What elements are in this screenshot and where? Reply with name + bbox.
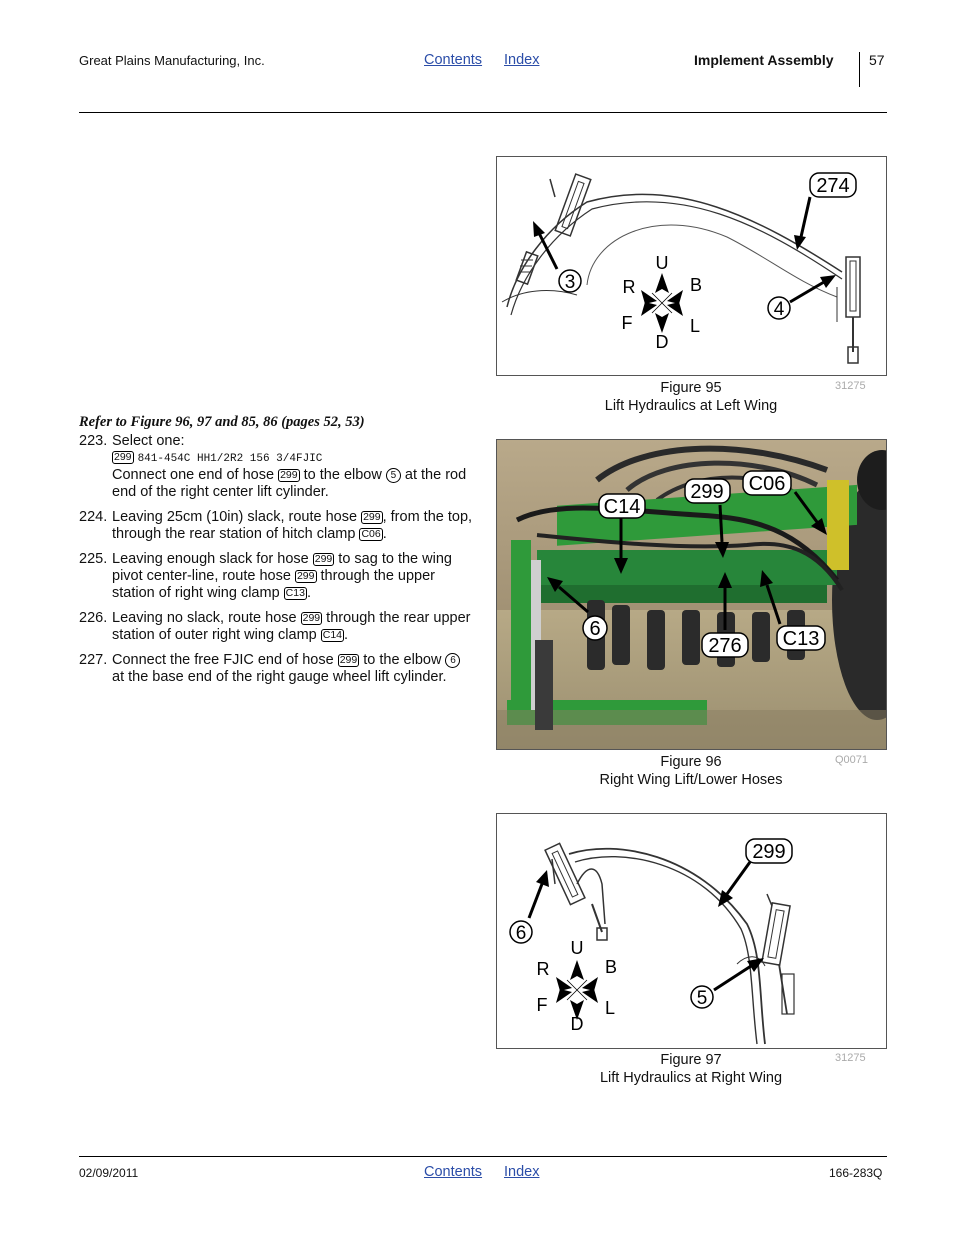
footer-doc-number: 166-283Q xyxy=(829,1166,883,1180)
figure-96-number: Figure 96 xyxy=(660,754,722,770)
step-227: 227. Connect the free FJIC end of hose 299 to the elbow 6 at the base end of the right gauge wheel lift cylinder. xyxy=(79,652,474,686)
figure-96-callout-276: 276 xyxy=(708,635,742,657)
part-badge: 299 xyxy=(363,511,381,523)
figure-96-title: Right Wing Lift/Lower Hoses xyxy=(599,772,783,788)
figure-95-code: 31275 xyxy=(835,380,866,392)
elbow-badge: 5 xyxy=(386,468,401,483)
footer-date: 02/09/2011 xyxy=(79,1166,139,1180)
header-index-link[interactable]: Index xyxy=(504,52,540,68)
part-badge: 299 xyxy=(114,451,132,463)
figure-97-compass-r: R xyxy=(536,959,550,979)
part-badge: 299 xyxy=(296,570,315,582)
figure-97-title: Lift Hydraulics at Right Wing xyxy=(599,1070,783,1086)
figure-97-callout-5: 5 xyxy=(696,988,708,1009)
footer-index-link[interactable]: Index xyxy=(504,1164,540,1180)
figure-95-callout-4: 4 xyxy=(773,299,785,320)
figure-97-compass-d: D xyxy=(570,1014,584,1034)
step-224: 224. Leaving 25cm (10in) slack, route hose 299 , from the top, through the rear station of hitch clamp C06 . xyxy=(79,509,473,542)
figure-96-illustration xyxy=(497,440,886,749)
header-divider xyxy=(859,52,860,87)
footer-rule xyxy=(79,1156,887,1157)
clamp-badge: C13 xyxy=(285,587,305,599)
part-description: 841-454C HH1/2R2 156 3/4FJIC xyxy=(137,453,323,465)
figure-95-compass-f: F xyxy=(621,313,633,333)
figure-97-callout-6: 6 xyxy=(515,923,527,944)
figure-97-compass-icon xyxy=(556,960,598,1020)
clamp-badge: C14 xyxy=(322,629,343,641)
header-section-title: Implement Assembly xyxy=(694,52,834,68)
figure-97-compass-u: U xyxy=(570,938,584,958)
figure-96-callout-6: 6 xyxy=(589,618,601,640)
figure-97-illustration xyxy=(497,814,886,1048)
figure-95-compass-l: L xyxy=(689,316,701,336)
figure-95-compass-icon xyxy=(641,273,683,333)
figure-97-number: Figure 97 xyxy=(660,1052,722,1068)
figure-95-compass-d: D xyxy=(655,332,669,352)
header-page-number: 57 xyxy=(869,52,885,68)
clamp-badge: C06 xyxy=(361,528,381,540)
figure-95-compass-b: B xyxy=(689,275,703,295)
step-225: 225. Leaving enough slack for hose 299 to sag to the wing pivot center-line, route hose 299 through the upper station of right wing clamp C13 . xyxy=(79,551,452,601)
figure-96-callout-c06: C06 xyxy=(748,473,786,495)
figure-96-photo xyxy=(496,439,887,750)
figure-96-code: Q0071 xyxy=(835,754,869,766)
figure-95-title: Lift Hydraulics at Left Wing xyxy=(604,398,778,414)
header-rule xyxy=(79,112,887,113)
figure-95-number: Figure 95 xyxy=(660,380,722,396)
figure-95-caption xyxy=(496,379,886,415)
figure-96-callout-299: 299 xyxy=(690,481,724,503)
header-contents-link[interactable]: Contents xyxy=(424,52,483,68)
part-badge: 299 xyxy=(302,612,321,624)
figure-96-callout-c14: C14 xyxy=(603,496,641,518)
figure-97-compass-f: F xyxy=(536,995,548,1015)
header-company: Great Plains Manufacturing, Inc. xyxy=(79,53,265,68)
assembly-steps xyxy=(79,433,474,694)
figure-95-illustration xyxy=(497,157,886,375)
figure-97-image xyxy=(496,813,887,1049)
footer-contents-link[interactable]: Contents xyxy=(424,1164,483,1180)
figure-97-code: 31275 xyxy=(835,1052,866,1064)
part-badge: 299 xyxy=(314,553,333,565)
figure-96-caption xyxy=(496,753,886,789)
step-226: 226. Leaving no slack, route hose 299 through the rear upper station of outer right wing clamp C14 . xyxy=(79,610,471,643)
figure-95-callout-3: 3 xyxy=(564,272,576,293)
part-badge: 299 xyxy=(339,654,358,666)
figure-97-caption xyxy=(496,1051,886,1087)
figure-95-compass-u: U xyxy=(655,253,669,273)
elbow-badge: 6 xyxy=(445,653,460,668)
part-badge: 299 xyxy=(280,469,298,481)
figure-97-compass-l: L xyxy=(604,998,616,1018)
step-223: 223. Select one: 299 841-454C HH1/2R2 156 3/4FJIC Connect one end of hose 299 to the elbow 5 at the rod end of the right center lift cylinder. xyxy=(79,433,467,500)
figure-95-compass-r: R xyxy=(622,277,636,297)
figure-97-callout-299: 299 xyxy=(752,841,786,863)
figure-97-compass-b: B xyxy=(604,957,618,977)
figure-96-callout-c13: C13 xyxy=(782,628,820,650)
figure-95-callout-274: 274 xyxy=(816,175,850,197)
figure-95-image xyxy=(496,156,887,376)
reference-note: Refer to Figure 96, 97 and 85, 86 (pages 52, 53) xyxy=(79,414,365,430)
